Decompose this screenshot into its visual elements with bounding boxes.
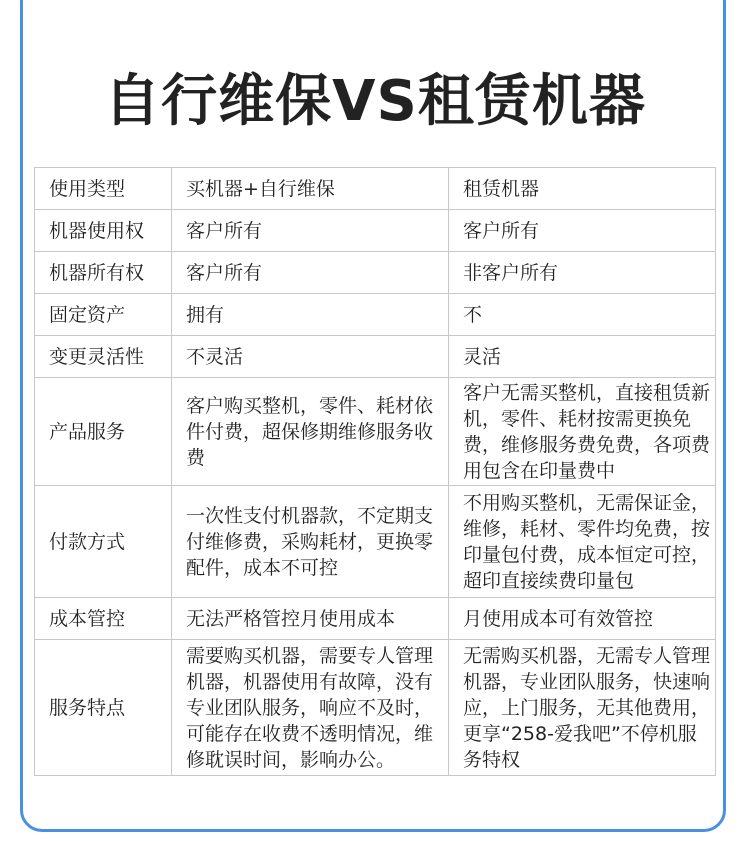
rental-cell: 非客户所有 [449,252,716,294]
self-maintain-cell: 客户所有 [172,252,449,294]
comparison-table [34,167,716,776]
self-maintain-cell: 无法严格管控月使用成本 [172,598,449,640]
rental-cell: 不 [449,294,716,336]
row-label: 成本管控 [35,598,172,640]
self-maintain-cell: 客户购买整机，零件、耗材依件付费，超保修期维修服务收费 [172,378,449,486]
page-title: 自行维保VS租赁机器 [104,69,646,134]
table-row-usage-type [35,168,716,210]
row-label: 服务特点 [35,640,172,776]
row-label: 机器所有权 [35,252,172,294]
table-row-fixed-assets [35,294,716,336]
table-row-payment [35,486,716,598]
rental-cell: 客户无需买整机，直接租赁新机，零件、耗材按需更换免费，维修服务费免费，各项费用包含在印量费中 [449,378,716,486]
table-row-service-features [35,640,716,776]
row-label: 变更灵活性 [35,336,172,378]
table-row-cost-control [35,598,716,640]
self-maintain-cell: 拥有 [172,294,449,336]
self-maintain-cell: 一次性支付机器款，不定期支付维修费，采购耗材，更换零配件，成本不可控 [172,486,449,598]
table-row-ownership [35,252,716,294]
self-maintain-cell: 买机器+自行维保 [172,168,449,210]
rental-cell: 客户所有 [449,210,716,252]
table-row-flexibility [35,336,716,378]
self-maintain-cell: 不灵活 [172,336,449,378]
row-label: 使用类型 [35,168,172,210]
table-row-usage-right [35,210,716,252]
rental-cell: 月使用成本可有效管控 [449,598,716,640]
rental-cell: 租赁机器 [449,168,716,210]
rental-cell: 灵活 [449,336,716,378]
row-label: 固定资产 [35,294,172,336]
row-label: 产品服务 [35,378,172,486]
self-maintain-cell: 需要购买机器，需要专人管理机器，机器使用有故障，没有专业团队服务，响应不及时，可能存在收费不透明情况，维修耽误时间，影响办公。 [172,640,449,776]
row-label: 机器使用权 [35,210,172,252]
row-label: 付款方式 [35,486,172,598]
rental-cell: 无需购买机器，无需专人管理机器，专业团队服务，快速响应，上门服务，无其他费用，更享“258-爱我吧”不停机服务特权 [449,640,716,776]
rental-cell: 不用购买整机，无需保证金，维修，耗材、零件均免费，按印量包付费，成本恒定可控，超印直接续费印量包 [449,486,716,598]
table-row-product-service [35,378,716,486]
self-maintain-cell: 客户所有 [172,210,449,252]
